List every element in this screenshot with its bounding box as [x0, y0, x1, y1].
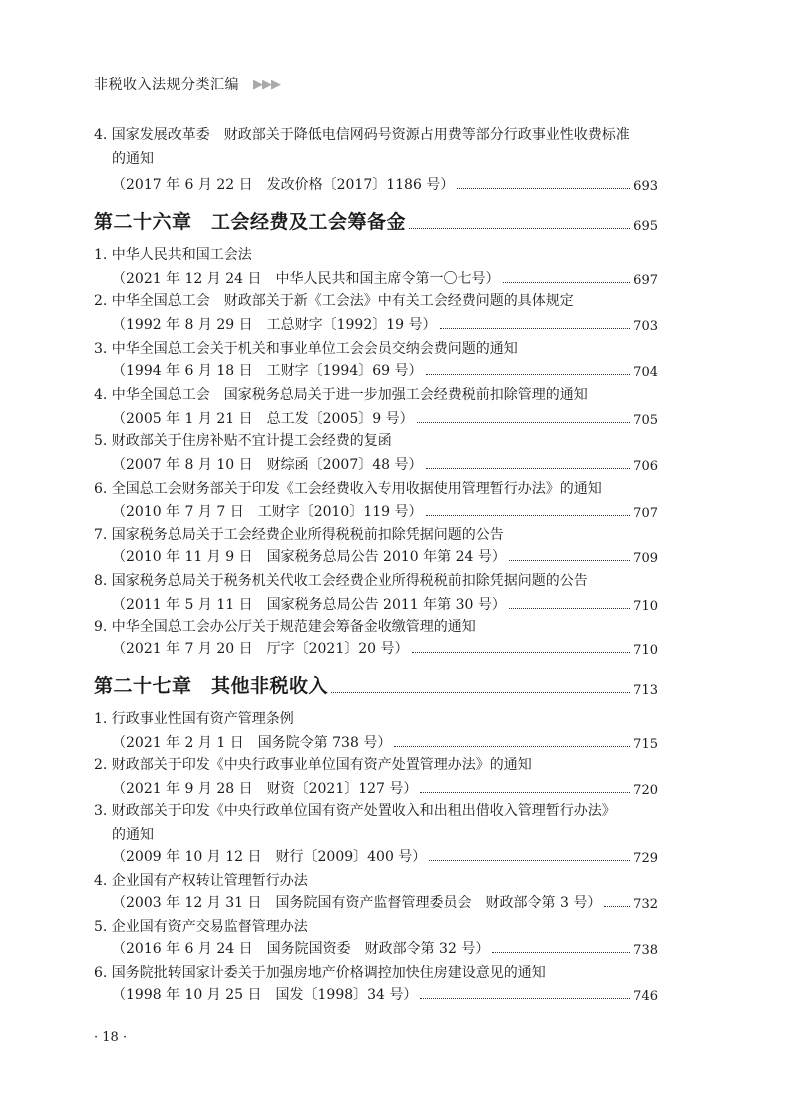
- toc-text: （2016 年 6 月 24 日 国务院国资委 财政部令第 32 号）: [112, 941, 490, 957]
- toc-chapter: [94, 206, 658, 234]
- leader-dots: [509, 560, 630, 561]
- toc-source-line: [112, 982, 658, 1004]
- leader-dots: [426, 374, 631, 375]
- leader-dots: [426, 468, 631, 469]
- leader-dots: [440, 328, 631, 329]
- toc-text: （2021 年 7 月 20 日 厅字〔2021〕20 号）: [112, 641, 409, 657]
- toc-text: （1998 年 10 月 25 日 国发〔1998〕34 号）: [112, 987, 418, 1003]
- toc-source-line: [112, 406, 658, 428]
- toc-source-line: [112, 452, 658, 474]
- leader-dots: [412, 652, 631, 653]
- toc-chapter: [94, 670, 658, 698]
- toc-text: （2010 年 11 月 9 日 国家税务总局公告 2010 年第 24 号）: [112, 549, 506, 565]
- toc-text: （2011 年 5 月 11 日 国家税务总局公告 2011 年第 30 号）: [112, 597, 506, 613]
- toc-text: 3. 财政部关于印发《中央行政单位国有资产处置收入和出租出借收入管理暂行办法》: [94, 803, 616, 819]
- toc-text: 5. 企业国有资产交易监督管理办法: [94, 919, 308, 935]
- toc-text: （2021 年 9 月 28 日 财资〔2021〕127 号）: [112, 781, 418, 797]
- toc-text: 6. 全国总工会财务部关于印发《工会经费收入专用收据使用管理暂行办法》的通知: [94, 481, 602, 497]
- toc-page-number: 710: [633, 643, 658, 658]
- book-title: 非税收入法规分类汇编: [94, 77, 239, 93]
- leader-dots: [426, 515, 631, 516]
- toc-page-number: 709: [633, 551, 658, 566]
- toc-text: 的通知: [112, 827, 154, 843]
- toc-entry-title: [94, 476, 658, 498]
- running-header: [94, 74, 280, 94]
- toc-page-number: 697: [633, 273, 658, 288]
- toc-entry-title: [94, 242, 658, 264]
- toc-entry-title: [94, 914, 658, 936]
- toc-entry-title: [112, 822, 658, 844]
- toc-text: 2. 中华全国总工会 财政部关于新《工会法》中有关工会经费问题的具体规定: [94, 293, 574, 309]
- toc-entry-title: [94, 336, 658, 358]
- toc-page-number: 715: [633, 737, 658, 752]
- toc-text: （2005 年 1 月 21 日 总工发〔2005〕9 号）: [112, 411, 414, 427]
- toc-text: 5. 财政部关于住房补贴不宜计提工会经费的复函: [94, 433, 392, 449]
- toc-text: 3. 中华全国总工会关于机关和事业单位工会会员交纳会费问题的通知: [94, 341, 518, 357]
- toc-source-line: [112, 312, 658, 334]
- toc-entry-title: [112, 146, 658, 168]
- toc-page-number: 695: [633, 219, 658, 234]
- leader-dots: [604, 906, 630, 907]
- toc-page-number: 746: [633, 989, 658, 1004]
- toc-text: 1. 行政事业性国有资产管理条例: [94, 711, 294, 727]
- leader-dots: [503, 282, 631, 283]
- toc-entry-title: [94, 288, 658, 310]
- toc-page-number: 703: [633, 319, 658, 334]
- toc-text: 6. 国务院批转国家计委关于加强房地产价格调控加快住房建设意见的通知: [94, 965, 546, 981]
- toc-text: 7. 国家税务总局关于工会经费企业所得税税前扣除凭据问题的公告: [94, 527, 504, 543]
- toc-source-line: [112, 730, 658, 752]
- toc-page-number: 713: [633, 683, 658, 698]
- toc-page-number: 693: [633, 179, 658, 194]
- leader-dots: [457, 188, 630, 189]
- toc-text: 2. 财政部关于印发《中央行政事业单位国有资产处置管理办法》的通知: [94, 757, 532, 773]
- toc-page-number: 705: [633, 413, 658, 428]
- toc-text: （2003 年 12 月 31 日 国务院国有资产监督管理委员会 财政部令第 3 号）: [112, 895, 602, 911]
- toc-page-number: 720: [633, 783, 658, 798]
- toc-entry-title: [94, 752, 658, 774]
- leader-dots: [394, 746, 630, 747]
- toc-source-line: [112, 172, 658, 194]
- toc-page-number: 704: [633, 365, 658, 380]
- toc-source-line: [112, 936, 658, 958]
- toc-text: （2009 年 10 月 12 日 财行〔2009〕400 号）: [112, 849, 427, 865]
- toc-text: 4. 中华全国总工会 国家税务总局关于进一步加强工会经费税前扣除管理的通知: [94, 387, 588, 403]
- toc-text: （1994 年 6 月 18 日 工财字〔1994〕69 号）: [112, 363, 423, 379]
- leader-dots: [509, 608, 630, 609]
- toc-text: 第二十七章 其他非税收入: [94, 675, 329, 697]
- toc-entry-title: [94, 382, 658, 404]
- toc-source-line: [112, 266, 658, 288]
- toc-entry-title: [94, 428, 658, 450]
- toc-entry-title: [94, 960, 658, 982]
- toc-page-number: 729: [633, 851, 658, 866]
- leader-dots: [420, 792, 630, 793]
- toc-text: 4. 企业国有产权转让管理暂行办法: [94, 873, 308, 889]
- toc-page-number: 706: [633, 459, 658, 474]
- toc-entry-title: [94, 798, 658, 820]
- toc-text: （2007 年 8 月 10 日 财综函〔2007〕48 号）: [112, 457, 423, 473]
- toc-entry-title: [94, 706, 658, 728]
- leader-dots: [429, 860, 630, 861]
- toc-entry-title: [94, 868, 658, 890]
- toc-entry-title: [94, 568, 658, 590]
- page-number: · 18 ·: [94, 1030, 128, 1045]
- toc-text: 8. 国家税务总局关于税务机关代收工会经费企业所得税税前扣除凭据问题的公告: [94, 573, 588, 589]
- toc-entry-title: [94, 122, 658, 144]
- leader-dots: [331, 692, 630, 693]
- toc-source-line: [112, 890, 658, 912]
- toc-page-number: 710: [633, 599, 658, 614]
- toc-page-number: 738: [633, 943, 658, 958]
- toc-page-number: 732: [633, 897, 658, 912]
- toc-source-line: [112, 636, 658, 658]
- toc-text: （2017 年 6 月 22 日 发改价格〔2017〕1186 号）: [112, 177, 455, 193]
- leader-dots: [409, 228, 630, 229]
- toc-entry-title: [94, 522, 658, 544]
- toc-text: 的通知: [112, 151, 154, 167]
- toc-text: 9. 中华全国总工会办公厅关于规范建会筹备金收缴管理的通知: [94, 619, 476, 635]
- toc-entry-title: [94, 614, 658, 636]
- arrow-decoration-icon: ▶▶▶: [253, 76, 280, 92]
- toc-source-line: [112, 592, 658, 614]
- leader-dots: [420, 998, 630, 999]
- toc-text: （2021 年 2 月 1 日 国务院令第 738 号）: [112, 735, 392, 751]
- toc-source-line: [112, 844, 658, 866]
- toc-page-number: 707: [633, 506, 658, 521]
- toc-text: （2021 年 12 月 24 日 中华人民共和国主席令第一〇七号）: [112, 271, 500, 287]
- toc-source-line: [112, 499, 658, 521]
- leader-dots: [417, 422, 631, 423]
- leader-dots: [492, 952, 630, 953]
- toc-text: （2010 年 7 月 7 日 工财字〔2010〕119 号）: [112, 504, 423, 520]
- toc-text: 第二十六章 工会经费及工会筹备金: [94, 211, 407, 233]
- toc-text: 4. 国家发展改革委 财政部关于降低电信网码号资源占用费等部分行政事业性收费标准: [94, 127, 630, 143]
- toc-text: 1. 中华人民共和国工会法: [94, 247, 252, 263]
- toc-text: （1992 年 8 月 29 日 工总财字〔1992〕19 号）: [112, 317, 437, 333]
- toc-source-line: [112, 776, 658, 798]
- toc-source-line: [112, 544, 658, 566]
- toc-source-line: [112, 358, 658, 380]
